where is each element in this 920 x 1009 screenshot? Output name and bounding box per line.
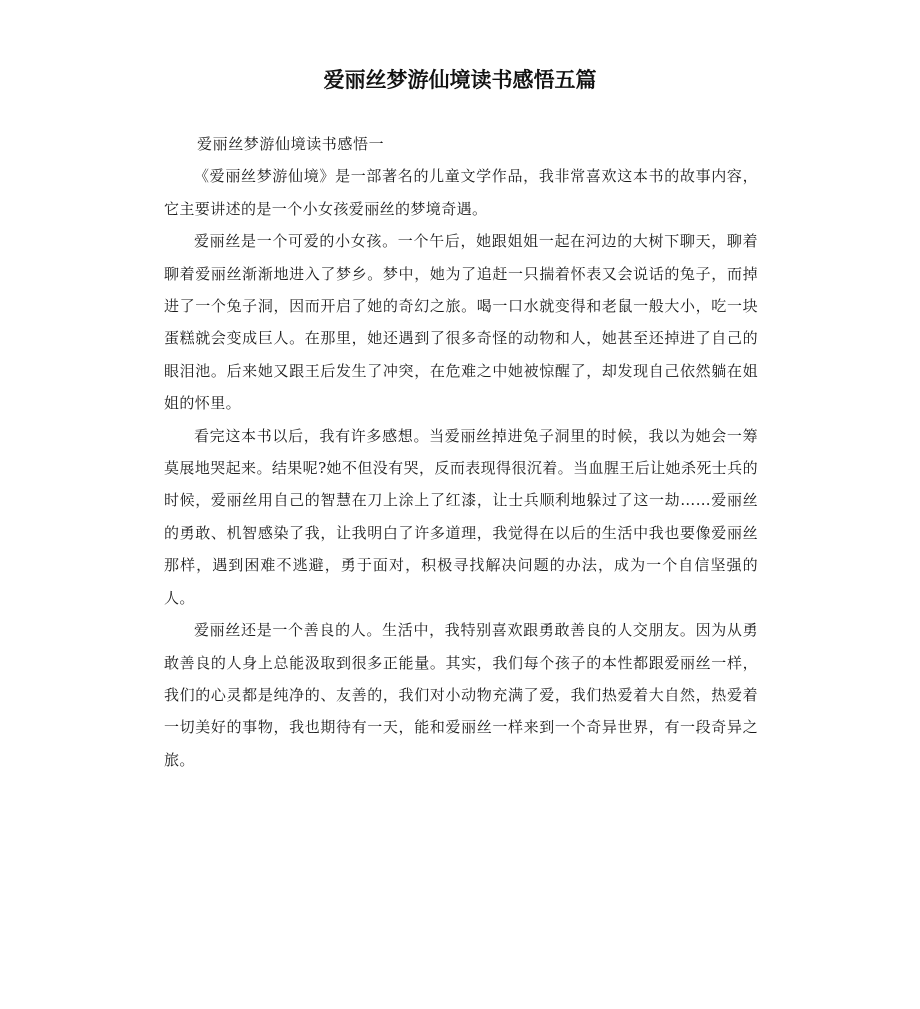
document-body	[164, 128, 758, 776]
document-title: 爱丽丝梦游仙境读书感悟五篇	[323, 68, 597, 92]
section-heading: 爱丽丝梦游仙境读书感悟一	[197, 135, 385, 153]
paragraph-4: 爱丽丝还是一个善良的人。生活中，我特别喜欢跟勇敢善良的人交朋友。因为从勇敢善良的人身上总能汲取到很多正能量。其实，我们每个孩子的本性都跟爱丽丝一样，我们的心灵都是纯净的、友善的，我们对小动物充满了爱，我们热爱着大自然，热爱着一切美好的事物，我也期待有一天，能和爱丽丝一样来到一个奇异世界，有一段奇异之旅。	[164, 621, 758, 769]
paragraph-2: 爱丽丝是一个可爱的小女孩。一个午后，她跟姐姐一起在河边的大树下聊天，聊着聊着爱丽丝渐渐地进入了梦乡。梦中，她为了追赶一只揣着怀表又会说话的兔子，而掉进了一个兔子洞，因而开启了她的奇幻之旅。喝一口水就变得和老鼠一般大小，吃一块蛋糕就会变成巨人。在那里，她还遇到了很多奇怪的动物和人，她甚至还掉进了自己的眼泪池。后来她又跟王后发生了冲突，在危难之中她被惊醒了，却发现自己依然躺在姐姐的怀里。	[164, 232, 758, 413]
paragraph-1: 《爱丽丝梦游仙境》是一部著名的儿童文学作品，我非常喜欢这本书的故事内容，它主要讲述的是一个小女孩爱丽丝的梦境奇遇。	[164, 167, 758, 218]
paragraph-3: 看完这本书以后，我有许多感想。当爱丽丝掉进兔子洞里的时候，我以为她会一筹莫展地哭起来。结果呢?她不但没有哭，反而表现得很沉着。当血腥王后让她杀死士兵的时候，爱丽丝用自己的智慧在刀上涂上了红漆，让士兵顺利地躲过了这一劫……爱丽丝的勇敢、机智感染了我，让我明白了许多道理，我觉得在以后的生活中我也要像爱丽丝那样，遇到困难不逃避，勇于面对，积极寻找解决问题的办法，成为一个自信坚强的人。	[164, 426, 758, 607]
